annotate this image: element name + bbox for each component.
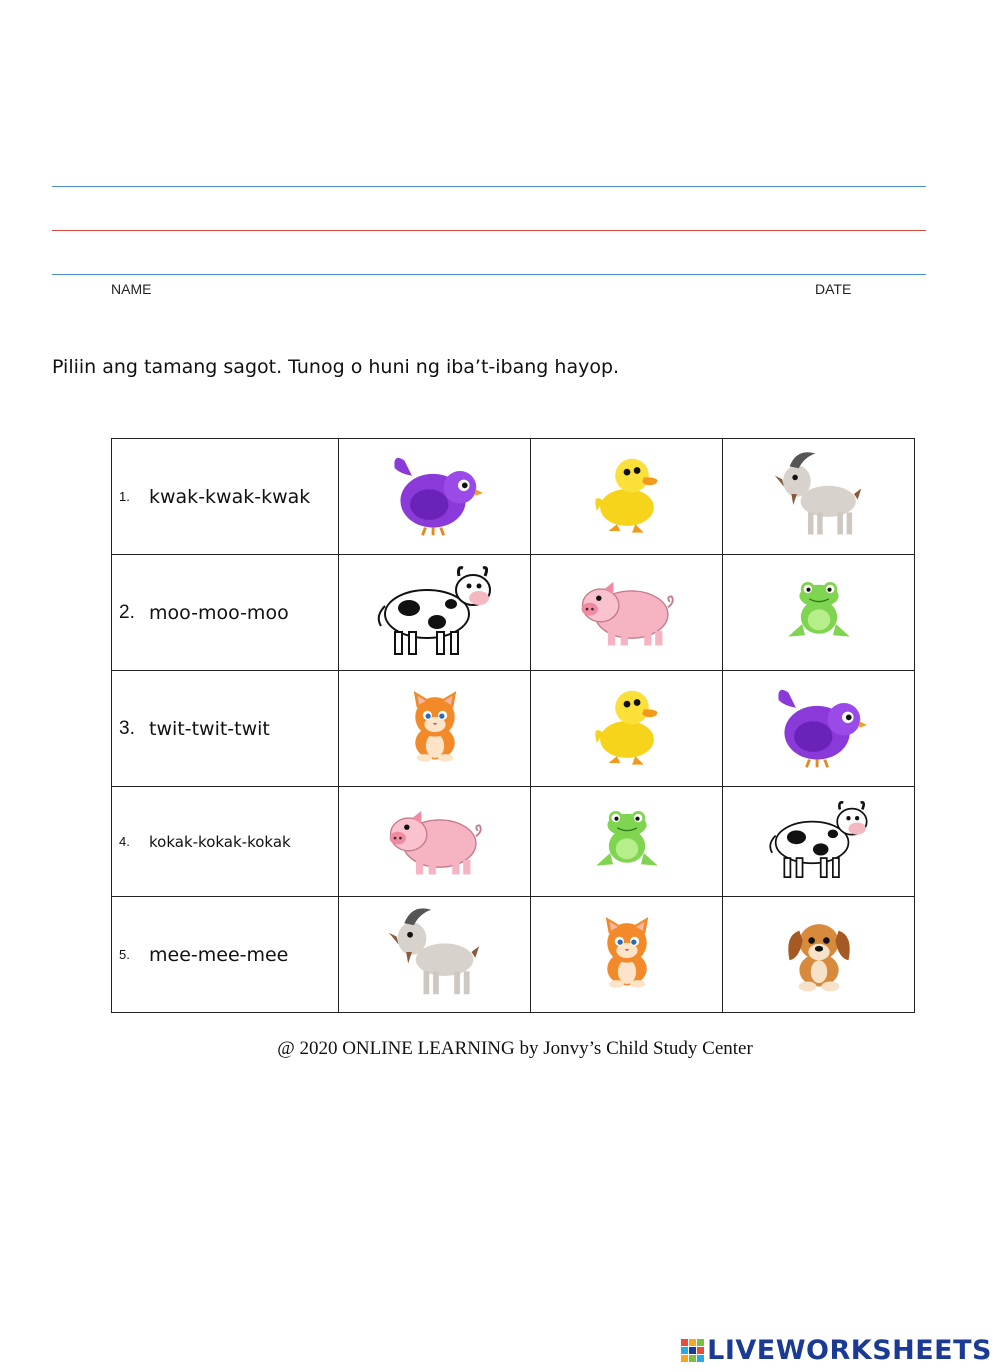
cow-icon: [373, 560, 497, 660]
question-sound: twit-twit-twit: [149, 717, 270, 740]
question-cell: [112, 787, 339, 897]
copyright-footer: @ 2020 ONLINE LEARNING by Jonvy’s Child Study Center: [277, 1038, 753, 1059]
question-number: 4.: [119, 834, 130, 849]
frog-icon: [784, 570, 854, 650]
question-number: 1.: [119, 489, 130, 504]
question-row-2: [112, 555, 915, 671]
question-sound: kokak-kokak-kokak: [149, 832, 291, 851]
bird-icon: [387, 450, 483, 538]
question-row-1: [112, 439, 915, 555]
date-label: DATE: [815, 281, 852, 297]
goat-icon: [380, 904, 490, 1000]
duck-icon: [585, 446, 669, 542]
option-frog[interactable]: [723, 555, 915, 671]
option-dog[interactable]: [723, 897, 915, 1013]
option-cat[interactable]: [531, 897, 723, 1013]
brand-name: LIVEWORKSHEETS: [707, 1335, 992, 1366]
option-duck[interactable]: [531, 439, 723, 555]
question-row-3: [112, 671, 915, 787]
pig-icon: [385, 797, 485, 881]
question-number: 5.: [119, 947, 130, 962]
question-cell: [112, 671, 339, 787]
cow-icon: [767, 793, 871, 885]
option-pig[interactable]: [531, 555, 723, 671]
option-bird[interactable]: [723, 671, 915, 787]
option-goat[interactable]: [723, 439, 915, 555]
question-number: 2.: [119, 601, 135, 623]
frog-icon: [592, 799, 662, 879]
answer-table: [111, 438, 915, 1013]
dog-icon: [778, 905, 860, 999]
question-row-5: [112, 897, 915, 1013]
name-line-middle: [52, 230, 926, 231]
option-cow[interactable]: [339, 555, 531, 671]
name-line-bottom: [52, 274, 926, 275]
question-sound: kwak-kwak-kwak: [149, 485, 311, 508]
bird-icon: [771, 682, 867, 770]
duck-icon: [585, 678, 669, 774]
question-number: 3.: [119, 717, 135, 739]
name-label: NAME: [111, 281, 152, 297]
question-cell: [112, 439, 339, 555]
option-cow[interactable]: [723, 787, 915, 897]
question-row-4: [112, 787, 915, 897]
cat-icon: [589, 905, 665, 999]
option-pig[interactable]: [339, 787, 531, 897]
question-sound: mee-mee-mee: [149, 943, 289, 966]
option-cat[interactable]: [339, 671, 531, 787]
option-duck[interactable]: [531, 671, 723, 787]
option-goat[interactable]: [339, 897, 531, 1013]
option-frog[interactable]: [531, 787, 723, 897]
logo-grid-icon: [681, 1339, 704, 1362]
liveworksheets-logo: [681, 1335, 992, 1366]
question-cell: [112, 555, 339, 671]
pig-icon: [577, 568, 677, 652]
name-line-top: [52, 186, 926, 187]
goat-icon: [773, 446, 865, 542]
question-sound: moo-moo-moo: [149, 601, 289, 624]
instruction-text: Piliin ang tamang sagot. Tunog o huni ng iba’t-ibang hayop.: [52, 356, 620, 378]
question-cell: [112, 897, 339, 1013]
option-bird[interactable]: [339, 439, 531, 555]
cat-icon: [397, 679, 473, 773]
